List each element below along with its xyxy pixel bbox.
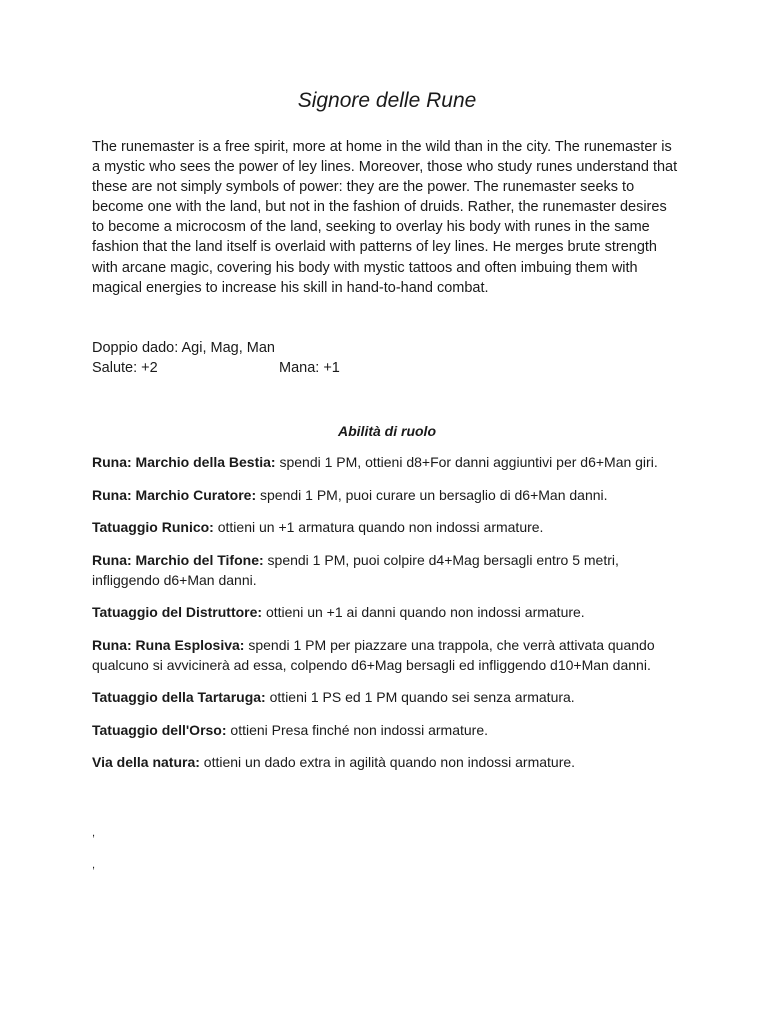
ability-text: spendi 1 PM, ottieni d8+For danni aggiuntivi per d6+Man giri.	[275, 454, 658, 470]
ability-name: Tatuaggio del Distruttore:	[92, 604, 263, 620]
ability-item	[92, 720, 682, 740]
ability-name: Runa: Runa Esplosiva:	[92, 636, 245, 653]
trailing-marks	[92, 826, 95, 890]
ability-name: Tatuaggio Runico:	[92, 519, 214, 535]
ability-text: ottieni un +1 ai danni quando non indossi armature.	[262, 604, 585, 620]
ability-text: ottieni un dado extra in agilità quando non indossi armature.	[199, 754, 576, 770]
ability-name: Tatuaggio dell'Orso:	[92, 721, 227, 738]
doppio-dado-line: Doppio dado: Agi, Mag, Man	[92, 340, 275, 356]
ability-text: ottieni un +1 armatura quando non indossi armature.	[213, 519, 544, 535]
ability-item	[92, 752, 682, 772]
ability-name: Tatuaggio della Tartaruga:	[92, 689, 266, 705]
ability-text: spendi 1 PM per piazzare una trappola, che verrà attivata quando qualcuno si avvicinerà ad essa, colpendo d6+Mag bersagli ed infliggendo d10+Man danni.	[92, 636, 655, 673]
ability-item	[92, 550, 682, 590]
ability-text: ottieni 1 PS ed 1 PM quando sei senza armatura.	[265, 689, 575, 705]
ability-name: Runa: Marchio Curatore:	[92, 486, 257, 503]
ability-text: ottieni Presa finché non indossi armature.	[226, 721, 489, 738]
mana-value: Mana: +1	[279, 360, 340, 376]
ability-name: Runa: Marchio della Bestia:	[92, 454, 276, 470]
ability-item	[92, 602, 682, 622]
trailing-mark: ,	[92, 827, 96, 839]
trailing-mark: ,	[92, 859, 96, 871]
ability-item	[92, 687, 682, 707]
document-title: Signore delle Rune	[297, 89, 477, 112]
ability-item	[92, 452, 682, 472]
ability-text: spendi 1 PM, puoi colpire d4+Mag bersagli entro 5 metri, infliggendo d6+Man danni.	[92, 551, 619, 588]
ability-item	[92, 635, 682, 675]
salute-value: Salute: +2	[92, 360, 158, 376]
section-title: Abilità di ruolo	[338, 423, 436, 439]
ability-name: Runa: Marchio del Tifone:	[92, 551, 264, 568]
abilities-list	[92, 452, 682, 785]
salute-mana-line	[92, 358, 682, 378]
stats-block	[92, 338, 682, 378]
ability-name: Via della natura:	[92, 754, 200, 770]
intro-paragraph: The runemaster is a free spirit, more at home in the wild than in the city. The runemaster is a mystic who sees the power of ley lines. Moreover, those who study runes understand that these are not simply symbols of power: they are the power. The runemaster seeks to become one with the land, but not in the fashion of druids. Rather, the runemaster desires to become a microcosm of the land, seeking to overlay his body with runes in the same fashion that the land itself is overlaid with patterns of ley lines. He merges brute strength with arcane magic, covering his body with mystic tattoos and often imbuing them with magical energies to increase his skill in hand-to-hand combat.	[92, 139, 678, 296]
ability-item	[92, 517, 682, 537]
ability-text: spendi 1 PM, puoi curare un bersaglio di d6+Man danni.	[256, 486, 608, 503]
ability-item	[92, 485, 682, 505]
